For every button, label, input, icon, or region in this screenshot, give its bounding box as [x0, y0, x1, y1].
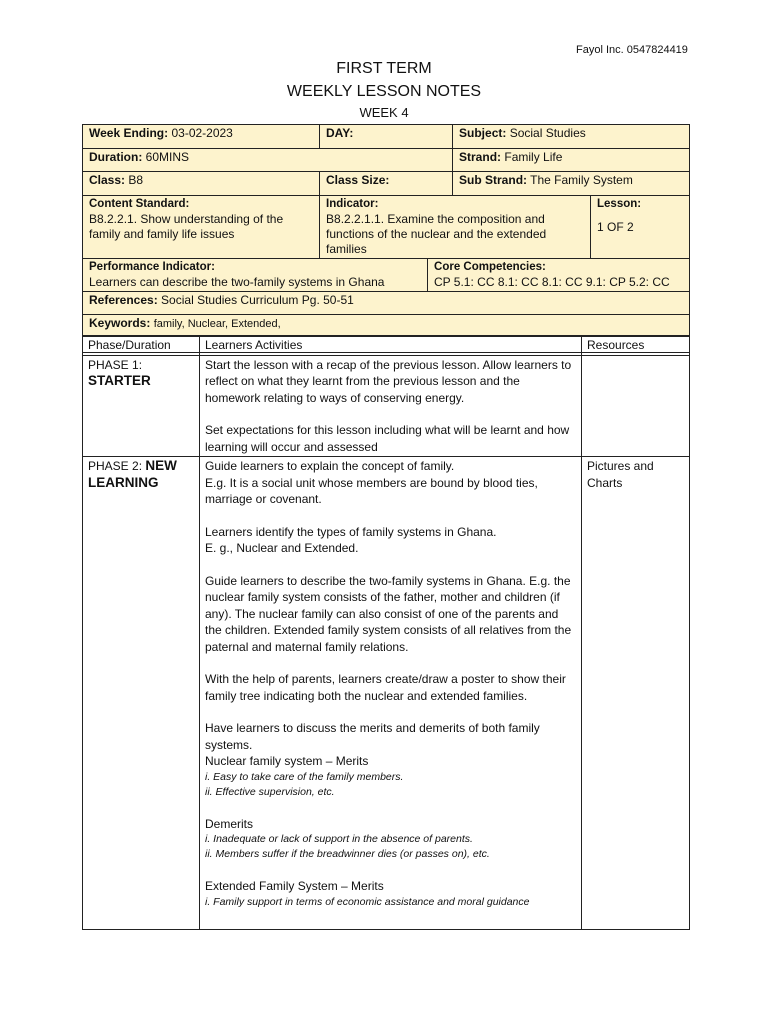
class-cell: Class: B8 [83, 172, 320, 196]
phase2-activities: Guide learners to explain the concept of family. E.g. It is a social unit whose members are bound by blood ties, marriage or covenant. Learners identify the types of family systems in Ghana. E. g., Nuclear and Extended. Guide learners to describe the two-family systems in Ghana. E.g. the nuclear family system consists of the father, mother and children (if any). The nuclear family can also consist of one of the parents and the children. Extended family system consists of all relatives from the paternal and maternal family relations. With the help of parents, learners create/draw a poster to show their family tree indicating both the nuclear and extended families. Have learners to discuss the merits and demerits of both family systems. Nuclear family system – Merits i. Easy to take care of the family members. ii. Effective supervision, etc. Demerits i. Inadequate or lack of support in the absence of parents. ii. Members suffer if the breadwinner dies (or passes on), etc. Extended Family System – Merits i. Family support in terms of economic assistance and moral guidance [200, 457, 582, 930]
class-size-cell: Class Size: [320, 172, 453, 196]
title-term: FIRST TERM [336, 60, 432, 77]
core-competencies-cell: Core Competencies: CP 5.1: CC 8.1: CC 8.1: CC 9.1: CP 5.2: CC [428, 259, 690, 292]
duration-cell: Duration: 60MINS [83, 149, 453, 172]
phase1-resources [582, 355, 690, 457]
col-phase-header: Phase/Duration [83, 336, 200, 356]
performance-indicator-cell: Performance Indicator: Learners can describe the two-family systems in Ghana [83, 259, 428, 292]
header-note: Fayol Inc. 0547824419 [576, 44, 688, 56]
day-cell: DAY: [320, 125, 453, 149]
phase2-cell: PHASE 2: NEW LEARNING [83, 457, 200, 930]
lesson-cell: Lesson: 1 OF 2 [591, 196, 690, 259]
content-standard-cell: Content Standard: B8.2.2.1. Show understanding of the family and family life issues [83, 196, 320, 259]
phase1-cell: PHASE 1: STARTER [83, 355, 200, 457]
week-ending-cell: Week Ending: 03-02-2023 [83, 125, 320, 149]
title-lesson-notes: WEEKLY LESSON NOTES [286, 83, 482, 100]
lesson-info-table [82, 124, 690, 353]
strand-cell: Strand: Family Life [453, 149, 690, 172]
phase1-row [83, 355, 690, 457]
col-resources-header: Resources [582, 336, 690, 356]
references-cell: References: Social Studies Curriculum Pg. 50-51 [83, 292, 690, 315]
title-week: WEEK 4 [359, 105, 409, 120]
sub-strand-cell: Sub Strand: The Family System [453, 172, 690, 196]
phase2-resources: Pictures and Charts [582, 457, 690, 930]
col-activities-header: Learners Activities [200, 336, 582, 356]
phase2-row [83, 457, 690, 930]
indicator-cell: Indicator: B8.2.2.1.1. Examine the composition and functions of the nuclear and the extended families [320, 196, 591, 259]
subject-cell: Subject: Social Studies [453, 125, 690, 149]
phase1-activities: Start the lesson with a recap of the previous lesson. Allow learners to reflect on what they learnt from the previous lesson and the homework relating to ways of conserving energy. Set expectations for this lesson including what will be learnt and how learning will occur and assessed [200, 355, 582, 457]
lesson-phases-table [82, 335, 690, 930]
keywords-cell: Keywords: family, Nuclear, Extended, [83, 315, 690, 337]
